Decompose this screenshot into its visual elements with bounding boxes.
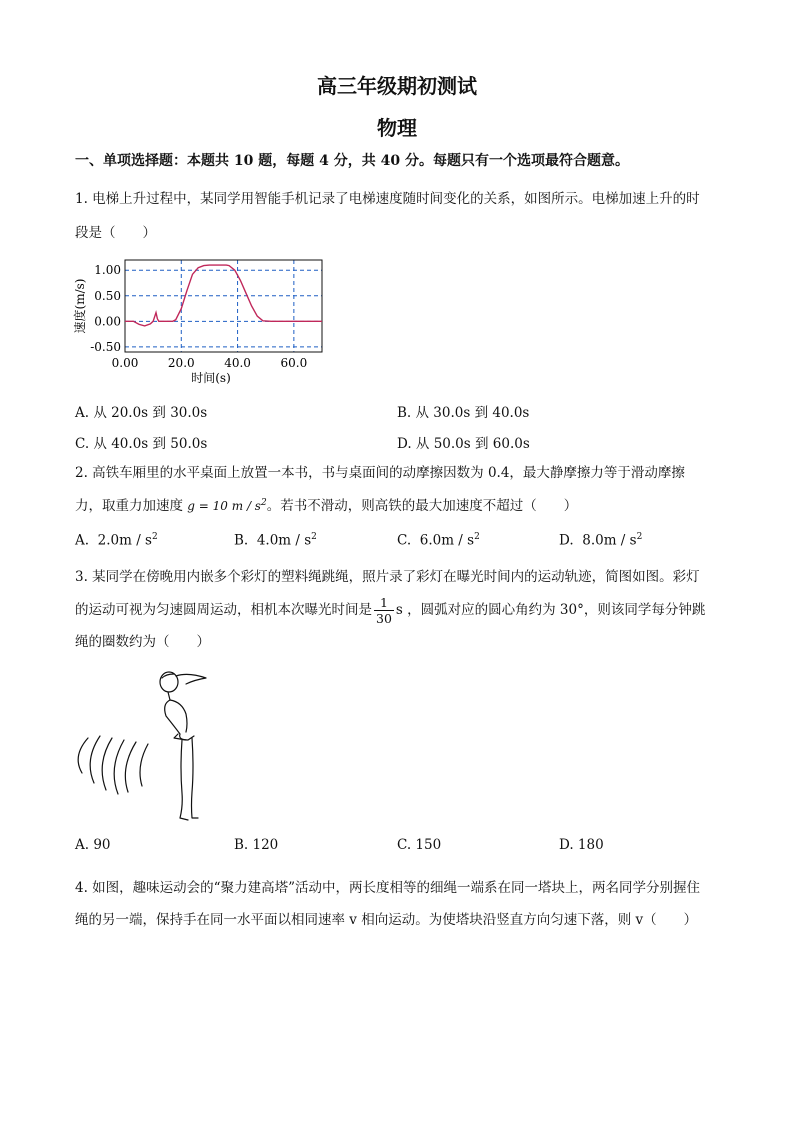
light-trail-arc	[78, 738, 88, 773]
y-axis-label: 速度(m/s)	[73, 278, 87, 334]
y-tick-label: -0.50	[90, 339, 121, 354]
light-trail-arc	[102, 738, 112, 790]
q3-option-c[interactable]: C. 150	[397, 837, 442, 853]
q1-option-d[interactable]: D. 从 50.0s 到 60.0s	[397, 436, 530, 452]
y-tick-label: 0.50	[94, 288, 121, 303]
x-tick-label: 0.00	[111, 356, 139, 370]
q2-option-c-label: C.	[397, 532, 412, 549]
question-1-line2: 段是（ ）	[75, 225, 156, 241]
q1-option-a[interactable]: A. 从 20.0s 到 30.0s	[75, 405, 208, 421]
question-3-line3: 绳的圈数约为（ ）	[75, 634, 210, 650]
question-2-line1: 2. 高铁车厢里的水平桌面上放置一本书，书与桌面间的动摩擦因数为 0.4，最大静摩擦力等于滑动摩擦	[75, 465, 685, 481]
subject-title: 物理	[377, 116, 417, 140]
q2-option-d-exponent: 2	[636, 532, 643, 542]
question-1-line1: 1. 电梯上升过程中，某同学用智能手机记录了电梯速度随时间变化的关系，如图所示。电梯加速上升的时	[75, 191, 700, 207]
q2-option-a-label: A.	[75, 532, 90, 549]
x-axis-label: 时间(s)	[191, 371, 231, 385]
question-3-line2-start: 的运动可视为匀速圆周运动，相机本次曝光时间是	[75, 602, 372, 618]
q2-option-b-value: 4.0m / s	[256, 532, 312, 549]
q2-option-a[interactable]	[75, 532, 158, 549]
gravity-exponent: 2	[260, 498, 267, 508]
x-tick-label: 60.0	[280, 356, 308, 370]
question-4-line2: 绳的另一端，保持手在同一水平面以相同速率 v 相向运动。为使塔块沿竖直方向匀速下落，则 v（ ）	[75, 912, 698, 928]
page-title: 高三年级期初测试	[317, 74, 477, 98]
y-tick-label: 0.00	[94, 314, 121, 329]
question-2-line2	[75, 493, 725, 516]
q2-option-a-exponent: 2	[151, 532, 158, 542]
question-1	[75, 189, 725, 243]
x-tick-label: 40.0	[224, 356, 251, 370]
q1-option-b[interactable]: B. 从 30.0s 到 40.0s	[397, 405, 530, 421]
q2-option-a-value: 2.0m / s	[97, 532, 152, 549]
question-4-line1: 4. 如图，趣味运动会的“聚力建高塔”活动中，两长度相等的细绳一端系在同一塔块上，两名同学分别握住	[75, 880, 700, 896]
question-3	[75, 567, 725, 652]
question-3-line1: 3. 某同学在傍晚用内嵌多个彩灯的塑料绳跳绳，照片录了彩灯在曝光时间内的运动轨迹，简图如图。彩灯	[75, 569, 700, 585]
q2-option-b-exponent: 2	[311, 532, 317, 542]
q2-option-d-value: 8.0m / s	[582, 532, 637, 549]
light-trail-arc	[114, 740, 124, 794]
light-trail-arc	[90, 736, 100, 783]
y-tick-label: 1.00	[94, 263, 121, 278]
question-3-line2-end: s ，圆弧对应的圆心角约为 30°，则该同学每分钟跳	[395, 602, 706, 618]
question-2	[75, 463, 725, 516]
q2-option-d[interactable]	[559, 532, 642, 549]
q2-option-c-exponent: 2	[474, 532, 480, 542]
q1-option-c[interactable]: C. 从 40.0s 到 50.0s	[75, 436, 208, 452]
exposure-fraction	[374, 595, 394, 626]
light-trail-arc	[125, 742, 136, 792]
plot-frame	[125, 260, 322, 352]
fraction-numerator: 1	[374, 595, 394, 611]
section-heading: 一、单项选择题：本题共 10 题，每题 4 分，共 40 分。每题只有一个选项最符合题意。	[75, 153, 629, 169]
gravity-value: g = 10 m / s	[187, 499, 261, 513]
question-3-line2	[75, 595, 725, 626]
q3-option-d[interactable]: D. 180	[559, 837, 604, 853]
velocity-time-chart	[70, 252, 340, 392]
q2-option-b[interactable]	[234, 532, 317, 549]
x-tick-label: 20.0	[167, 356, 195, 370]
gravity-expression	[187, 499, 266, 513]
q2-option-c[interactable]	[397, 532, 480, 549]
q3-option-a[interactable]: A. 90	[75, 837, 111, 853]
light-trail-arc	[140, 744, 148, 786]
q2-option-d-label: D.	[559, 532, 574, 549]
q3-option-b[interactable]: B. 120	[234, 837, 279, 853]
question-2-line2-end: 。若书不滑动，则高铁的最大加速度不超过（ ）	[266, 498, 578, 514]
person-figure	[160, 672, 206, 820]
q2-option-c-value: 6.0m / s	[419, 532, 475, 549]
fraction-denominator: 30	[376, 611, 392, 626]
question-2-line2-start: 力，取重力加速度	[75, 498, 188, 514]
question-4	[75, 878, 735, 930]
q2-option-b-label: B.	[234, 532, 249, 549]
jump-rope-figure	[70, 668, 220, 828]
